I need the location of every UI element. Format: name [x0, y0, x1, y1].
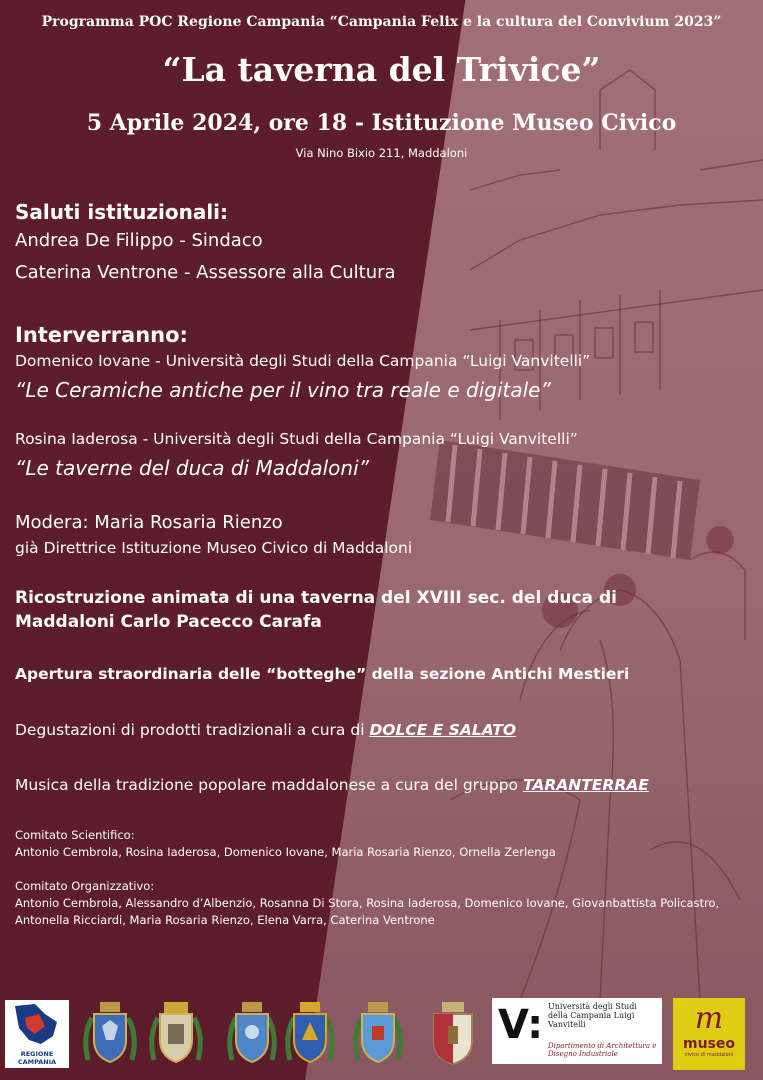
greeting-person-2: Caterina Ventrone - Assessore alla Cultura: [15, 262, 396, 283]
tasting-line: [15, 721, 516, 739]
museo-word: museo: [682, 1036, 735, 1052]
vanvitelli-mark-icon: V:: [498, 1002, 544, 1048]
regione-campania-logo: [5, 1000, 69, 1068]
comune-crest-3-icon: [224, 1000, 280, 1070]
comune-crest-4-icon: [284, 1000, 336, 1070]
tasting-text: Degustazioni di prodotti tradizionali a cura di: [15, 721, 370, 739]
moderator-line: Modera: Maria Rosaria Rienzo: [15, 512, 283, 533]
scientific-committee-members: Antonio Cembrola, Rosina Iaderosa, Domenico Iovane, Maria Rosaria Rienzo, Ornella Zerlenga: [15, 845, 556, 859]
opening-text: Apertura straordinaria delle “botteghe” della sezione Antichi Mestieri: [15, 665, 630, 683]
university-name: Università degli Studi della Campania Luigi Vanvitelli: [548, 1002, 637, 1029]
taranterrae-link[interactable]: TARANTERRAE: [522, 776, 649, 794]
comune-crest-2-icon: [146, 1000, 206, 1070]
speaker-2-name: Rosina Iaderosa - Università degli Studi della Campania “Luigi Vanvitelli”: [15, 430, 578, 448]
organizing-committee-label: Comitato Organizzativo:: [15, 879, 155, 893]
scientific-committee-label: Comitato Scientifico:: [15, 828, 135, 842]
event-date-location: 5 Aprile 2024, ore 18 - Istituzione Museo Civico: [86, 110, 677, 136]
greeting-person-1: Andrea De Filippo - Sindaco: [15, 230, 263, 251]
speaker-1-name: Domenico Iovane - Università degli Studi della Campania “Luigi Vanvitelli”: [15, 352, 591, 370]
event-address: Via Nino Bixio 211, Maddaloni: [295, 146, 468, 160]
page-title: “La taverna del Trivice”: [162, 50, 601, 89]
dolce-e-salato-link[interactable]: DOLCE E SALATO: [369, 721, 516, 739]
greetings-heading: Saluti istituzionali:: [15, 200, 229, 224]
moderator-role: già Direttrice Istituzione Museo Civico di Maddaloni: [15, 539, 413, 557]
reconstruction-text: Ricostruzione animata di una taverna del XVIII sec. del duca di Maddaloni Carlo Pacecco Carafa: [15, 588, 617, 632]
music-line: [15, 776, 649, 794]
comune-crest-6-icon: [428, 1000, 478, 1068]
speaker-1-talk: “Le Ceramiche antiche per il vino tra reale e digitale”: [15, 378, 551, 402]
university-logo: [492, 998, 662, 1064]
music-text: Musica della tradizione popolare maddalonese a cura del gruppo: [15, 776, 523, 794]
museo-letter: m: [694, 1001, 724, 1036]
regione-campania-emblem-icon: [5, 1000, 69, 1052]
comune-crest-5-icon: [350, 1000, 406, 1070]
regione-campania-label: REGIONE CAMPANIA: [17, 1050, 57, 1066]
university-department: Dipartimento di Architettura e Disegno Industriale: [548, 1042, 657, 1058]
organizing-committee-members: Antonio Cembrola, Alessandro d’Albenzio, Rosanna Di Stora, Rosina Iaderosa, Domenico Iovane, Giovanbattista Policastro, Antonella Ricciardi, Maria Rosaria Rienzo, Elena Varra, Caterina Ventrone: [15, 896, 720, 927]
speakers-heading: Interverranno:: [15, 323, 188, 347]
museo-subtitle: civico di maddaloni: [684, 1052, 734, 1058]
museo-civico-logo: [673, 998, 745, 1070]
program-line: Programma POC Regione Campania “Campania Felix e la cultura del Convivium 2023”: [41, 14, 722, 30]
speaker-2-talk: “Le taverne del duca di Maddaloni”: [15, 456, 370, 480]
comune-crest-1-icon: [80, 1000, 140, 1070]
